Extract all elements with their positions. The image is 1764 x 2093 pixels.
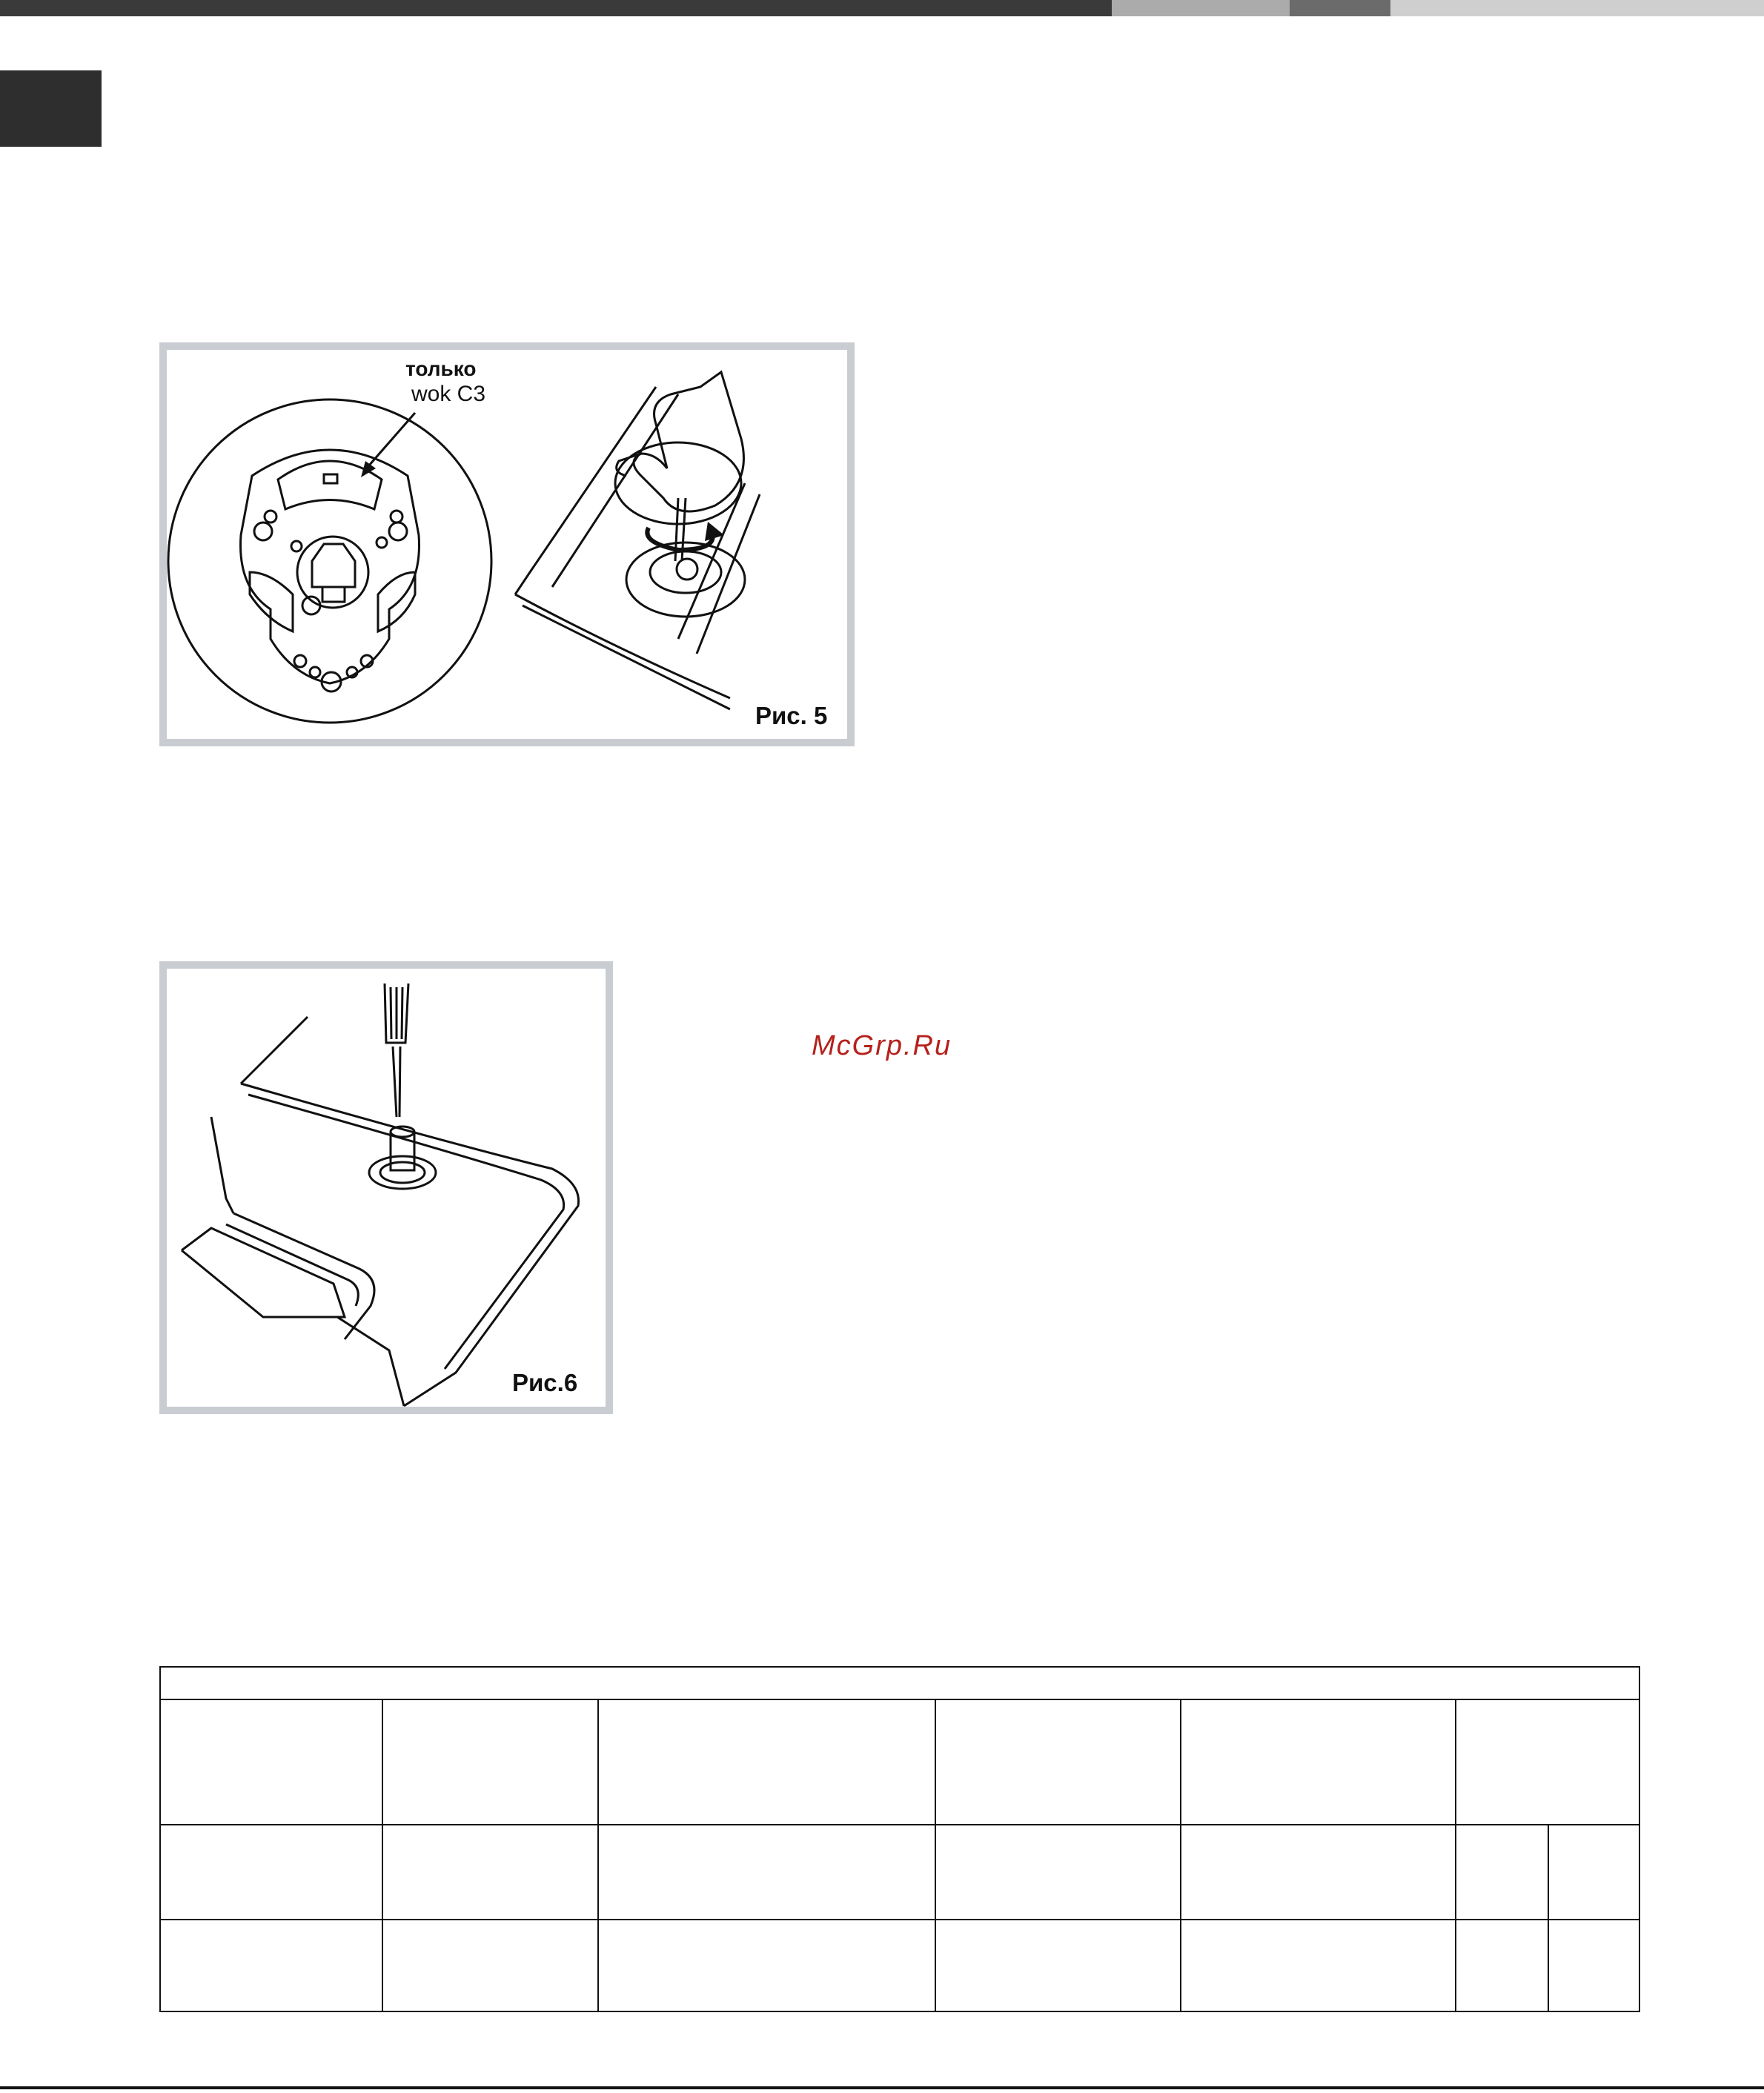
watermark: McGrp.Ru xyxy=(812,1030,952,1061)
figure-5-label-wok: wok C3 xyxy=(411,382,486,406)
table-col-rule-3 xyxy=(935,1699,936,2011)
gas-table xyxy=(159,1666,1640,2012)
figure-5-label-only: только xyxy=(405,357,477,380)
top-color-strip xyxy=(0,0,1764,16)
figure-6 xyxy=(159,961,613,1414)
language-tab xyxy=(0,70,102,147)
figure-5 xyxy=(159,342,855,746)
burner-illustration xyxy=(167,350,847,739)
strip-segment-darkgray xyxy=(1290,0,1390,16)
bottom-rule xyxy=(0,2086,1764,2089)
valve-adjustment-illustration xyxy=(167,969,606,1407)
strip-segment-light xyxy=(1390,0,1764,16)
table-col-rule-2 xyxy=(597,1699,599,2011)
table-col-rule-5 xyxy=(1455,1699,1456,2011)
table-col-rule-6 xyxy=(1548,1824,1549,2011)
strip-segment-mid xyxy=(1112,0,1290,16)
figure-6-caption: Рис.6 xyxy=(512,1369,578,1396)
table-col-rule-4 xyxy=(1180,1699,1181,2011)
table-col-rule-1 xyxy=(382,1699,383,2011)
strip-segment-dark xyxy=(0,0,1112,16)
figure-5-caption: Рис. 5 xyxy=(755,702,828,729)
